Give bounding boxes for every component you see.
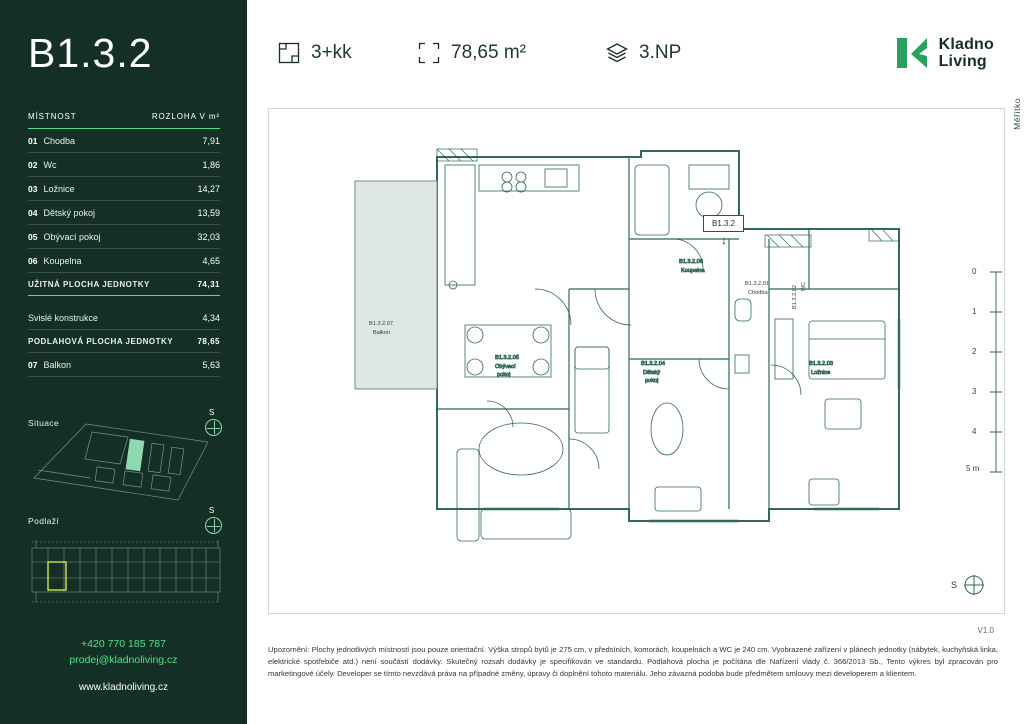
- total-usable-label: UŽITNÁ PLOCHA JEDNOTKY: [28, 280, 150, 289]
- svg-text:Ložnice: Ložnice: [811, 370, 831, 376]
- unit-marker-badge: B1.3.2: [703, 215, 744, 232]
- table-row: [28, 249, 220, 273]
- svg-text:pokoj: pokoj: [497, 372, 511, 378]
- header-area: [418, 42, 526, 64]
- row-number: 06: [28, 256, 38, 266]
- brand-line1: Kladno: [938, 36, 994, 53]
- brand-line2: Living: [938, 53, 987, 71]
- header-area-label: 78,65 m²: [451, 42, 526, 63]
- scale-tick: 1: [972, 307, 977, 316]
- floorplan-canvas[interactable]: [268, 108, 1005, 614]
- svg-text:WC: WC: [801, 281, 807, 291]
- table-row: [28, 201, 220, 225]
- table-header-area: ROZLOHA V m²: [151, 112, 220, 121]
- compass-letter: S: [209, 408, 215, 417]
- row-area: 4,65: [202, 256, 220, 266]
- structures-row: [28, 306, 220, 330]
- svg-text:B1.3.2.01: B1.3.2.01: [745, 281, 769, 287]
- header-floor: [606, 42, 681, 64]
- contact-email[interactable]: prodej@kladnoliving.cz: [69, 654, 178, 666]
- row-area: 14,27: [197, 184, 220, 194]
- scale-bar: [966, 112, 1010, 512]
- svg-text:pokoj: pokoj: [645, 378, 659, 384]
- row-name: Obývací pokoj: [43, 232, 101, 242]
- scale-tick: 4: [972, 427, 977, 436]
- total-usable-area: 74,31: [197, 280, 220, 289]
- contact-phone[interactable]: +420 770 185 787: [81, 638, 166, 650]
- row-name: Chodba: [43, 136, 75, 146]
- balcony-row: [28, 353, 220, 377]
- kladno-living-logo-icon: [895, 36, 929, 70]
- plan-compass-letter: S: [950, 580, 957, 590]
- table-row: [28, 129, 220, 153]
- brand-logo-text: [939, 36, 994, 71]
- svg-text:B1.3.2.02: B1.3.2.02: [792, 285, 798, 309]
- contact-website[interactable]: www.kladnoliving.cz: [79, 682, 168, 693]
- brand-logo[interactable]: [895, 36, 994, 71]
- row-name: Dětský pokoj: [43, 208, 95, 218]
- svg-text:B1.3.2.03: B1.3.2.03: [809, 361, 833, 367]
- total-floor-row: [28, 330, 220, 353]
- table-spacer: [28, 296, 220, 306]
- layers-icon: [606, 42, 628, 64]
- svg-text:Dětský: Dětský: [643, 370, 661, 376]
- row-number: 05: [28, 232, 38, 242]
- total-usable-row: [28, 273, 220, 296]
- podlazi-label: Podlaží: [28, 516, 60, 526]
- total-floor-area: 78,65: [197, 337, 220, 346]
- row-name: Koupelna: [43, 256, 82, 266]
- svg-text:B1.3.2.04: B1.3.2.04: [641, 361, 665, 367]
- floorplan-icon: [278, 42, 300, 64]
- area-icon: [418, 42, 440, 64]
- row-number: 02: [28, 160, 38, 170]
- floorplan-drawing: [269, 109, 1004, 613]
- row-number: 04: [28, 208, 38, 218]
- row-number: 03: [28, 184, 38, 194]
- scale-tick: 5 m: [966, 464, 980, 473]
- svg-text:Koupelna: Koupelna: [681, 268, 705, 274]
- row-number: 01: [28, 136, 38, 146]
- sidebar: [0, 0, 247, 724]
- scale-title: Měřítko: [1012, 98, 1022, 130]
- total-floor-label: PODLAHOVÁ PLOCHA JEDNOTKY: [28, 337, 174, 346]
- row-area: 7,91: [202, 136, 220, 146]
- row-name: Balkon: [43, 360, 71, 370]
- page-title: B1.3.2: [28, 30, 153, 76]
- plan-compass-icon: [951, 573, 986, 597]
- row-area: 1,86: [202, 160, 220, 170]
- header-rooms: [278, 42, 352, 64]
- table-row: [28, 225, 220, 249]
- structures-label: Svislé konstrukce: [28, 313, 99, 323]
- site-plan-minimap[interactable]: [28, 420, 218, 502]
- scale-tick: 3: [972, 387, 977, 396]
- row-area: 5,63: [202, 360, 220, 370]
- table-row: [28, 177, 220, 201]
- row-name: Wc: [43, 160, 57, 170]
- table-header-room: MÍSTNOST: [28, 112, 77, 121]
- situace-label: Situace: [28, 418, 60, 428]
- table-header: [28, 112, 220, 129]
- room-table: [28, 112, 220, 377]
- row-area: 32,03: [197, 232, 220, 242]
- compass-letter: S: [209, 506, 215, 515]
- svg-text:B1.3.2.05: B1.3.2.05: [495, 355, 519, 361]
- floor-plan-minimap[interactable]: [28, 532, 228, 610]
- row-name: Ložnice: [43, 184, 75, 194]
- svg-text:B1.3.2.07: B1.3.2.07: [369, 321, 393, 327]
- header-rooms-label: 3+kk: [311, 42, 352, 63]
- header-floor-label: 3.NP: [639, 42, 682, 63]
- table-row: [28, 153, 220, 177]
- svg-text:B1.3.2.06: B1.3.2.06: [679, 259, 703, 265]
- row-area: 13,59: [197, 208, 220, 218]
- unit-marker-arrow-icon: ↓: [721, 233, 727, 247]
- structures-area: 4,34: [202, 313, 220, 323]
- row-number: 07: [28, 360, 38, 370]
- disclaimer-text: Upozornění: Plochy jednotlivých místností jsou pouze orientační. Výška stropů bytů je 275 cm, v předsíních, komorách, koupelnách a WC je 240 cm. Vyobrazené zařízení v plánech jednotky (nábytek, kuchyňská linka, elektrické spotřebiče atd.) není součástí dodávky. Skutečný rozsah dodávky je specifikován ve standardu. Podlahová plocha je počítána dle Nařízení vlády č. 366/2013 Sb., Tento výkres byl zpracován pro marketingové účely. Developer se tímto nevzdává práva na případné změny, úpravy či doplnění tohoto materiálu. Jeho závazná podoba bude předmětem smlouvy mezi developerem a klientem.: [268, 645, 998, 678]
- scale-tick: 0: [972, 267, 977, 276]
- scale-tick: 2: [972, 347, 977, 356]
- svg-text:Chodba: Chodba: [748, 290, 768, 296]
- version-label: V1.0: [977, 626, 994, 635]
- svg-text:Balkon: Balkon: [373, 330, 391, 336]
- svg-text:Obývací: Obývací: [495, 364, 516, 370]
